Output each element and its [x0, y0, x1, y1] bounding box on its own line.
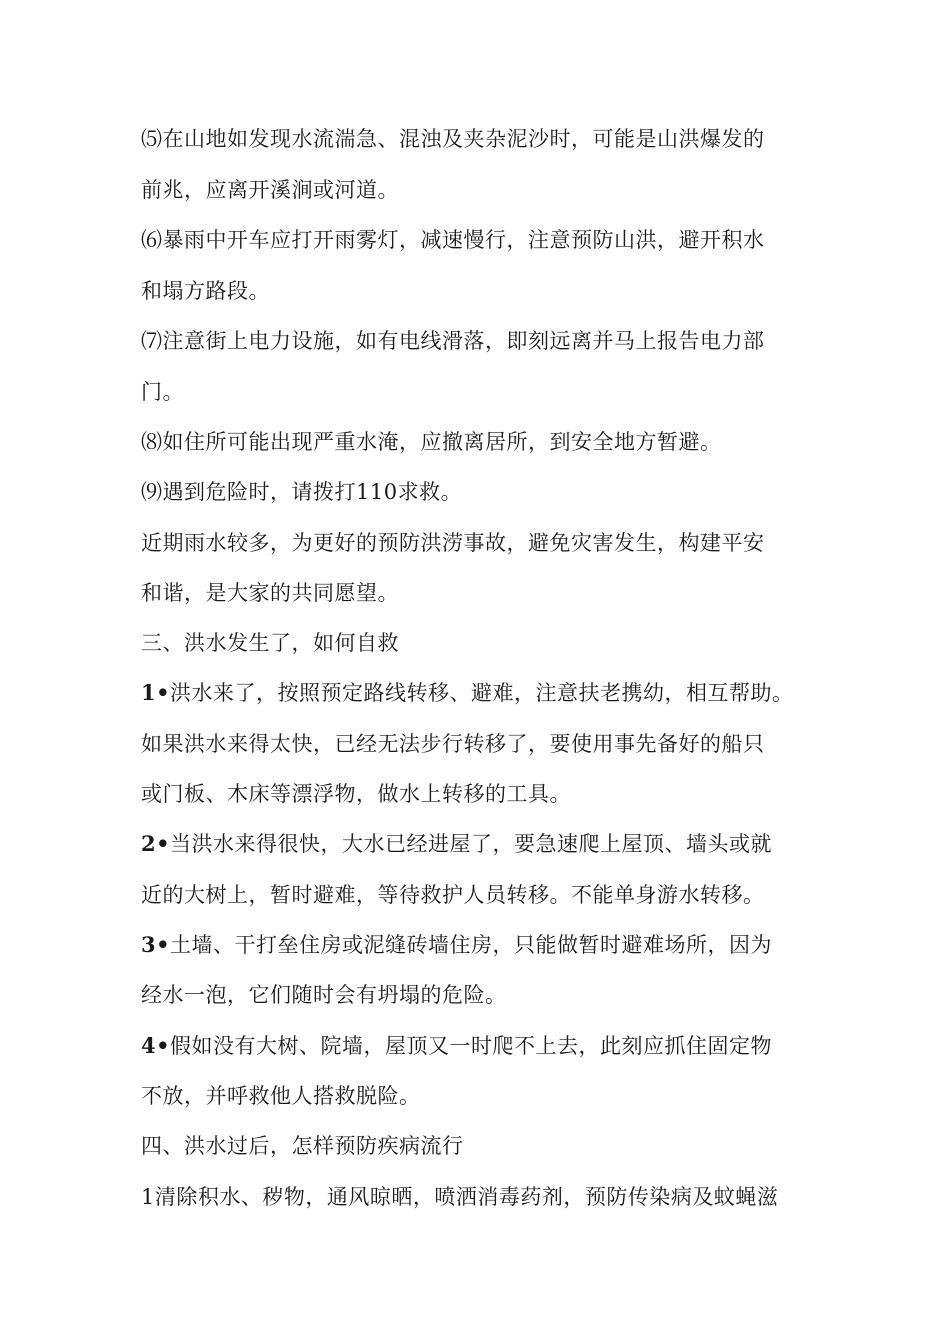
text-line: 和谐，是大家的共同愿望。 [141, 581, 399, 605]
list-item-4 [141, 1031, 772, 1061]
text-line: 1清除积水、秽物，通风晾晒，喷洒消毒药剂，预防传染病及蚊蝇滋 [141, 1185, 779, 1209]
list-item-3 [141, 930, 772, 960]
text-line: 洪水来了，按照预定路线转移、避难，注意扶老携幼，相互帮助。 [170, 681, 794, 705]
text-line: 近期雨水较多，为更好的预防洪涝事故，避免灾害发生，构建平安 [141, 531, 765, 555]
text-line: 前兆，应离开溪涧或河道。 [141, 178, 399, 202]
list-marker: 4• [141, 1033, 171, 1058]
text-line: 或门板、木床等漂浮物，做水上转移的工具。 [141, 782, 571, 806]
text-line: 和塌方路段。 [141, 279, 270, 303]
section-heading: 四、洪水过后，怎样预防疾病流行 [141, 1134, 464, 1158]
text-line: ⑻如住所可能出现严重水淹，应撤离居所，到安全地方暂避。 [141, 430, 722, 454]
text-line: 土墙、干打垒住房或泥缝砖墙住房，只能做暂时避难场所，因为 [170, 933, 773, 957]
text-line: 不放，并呼救他人搭救脱险。 [141, 1084, 421, 1108]
list-marker: 3• [141, 932, 171, 957]
text-line: 当洪水来得很快，大水已经进屋了，要急速爬上屋顶、墙头或就 [170, 832, 773, 856]
text-line: ⑸在山地如发现水流湍急、混浊及夹杂泥沙时，可能是山洪爆发的 [141, 127, 765, 151]
text-line: 如果洪水来得太快，已经无法步行转移了，要使用事先备好的船只 [141, 732, 765, 756]
text-line: 近的大树上，暂时避难，等待救护人员转移。不能单身游水转移。 [141, 883, 765, 907]
list-marker: 1• [141, 680, 171, 705]
text-line: 门。 [141, 380, 184, 404]
list-marker: 2• [141, 831, 171, 856]
list-item-2 [141, 829, 772, 859]
text-line: ⑺注意街上电力设施，如有电线滑落，即刻远离并马上报告电力部 [141, 329, 765, 353]
section-heading: 三、洪水发生了，如何自救 [141, 631, 399, 655]
text-line: ⑼遇到危险时，请拨打110求救。 [141, 480, 463, 504]
list-item-1 [141, 678, 794, 708]
text-line: 经水一泡，它们随时会有坍塌的危险。 [141, 983, 507, 1007]
text-line: ⑹暴雨中开车应打开雨雾灯，减速慢行，注意预防山洪，避开积水 [141, 228, 765, 252]
text-line: 假如没有大树、院墙，屋顶又一时爬不上去，此刻应抓住固定物 [170, 1034, 773, 1058]
